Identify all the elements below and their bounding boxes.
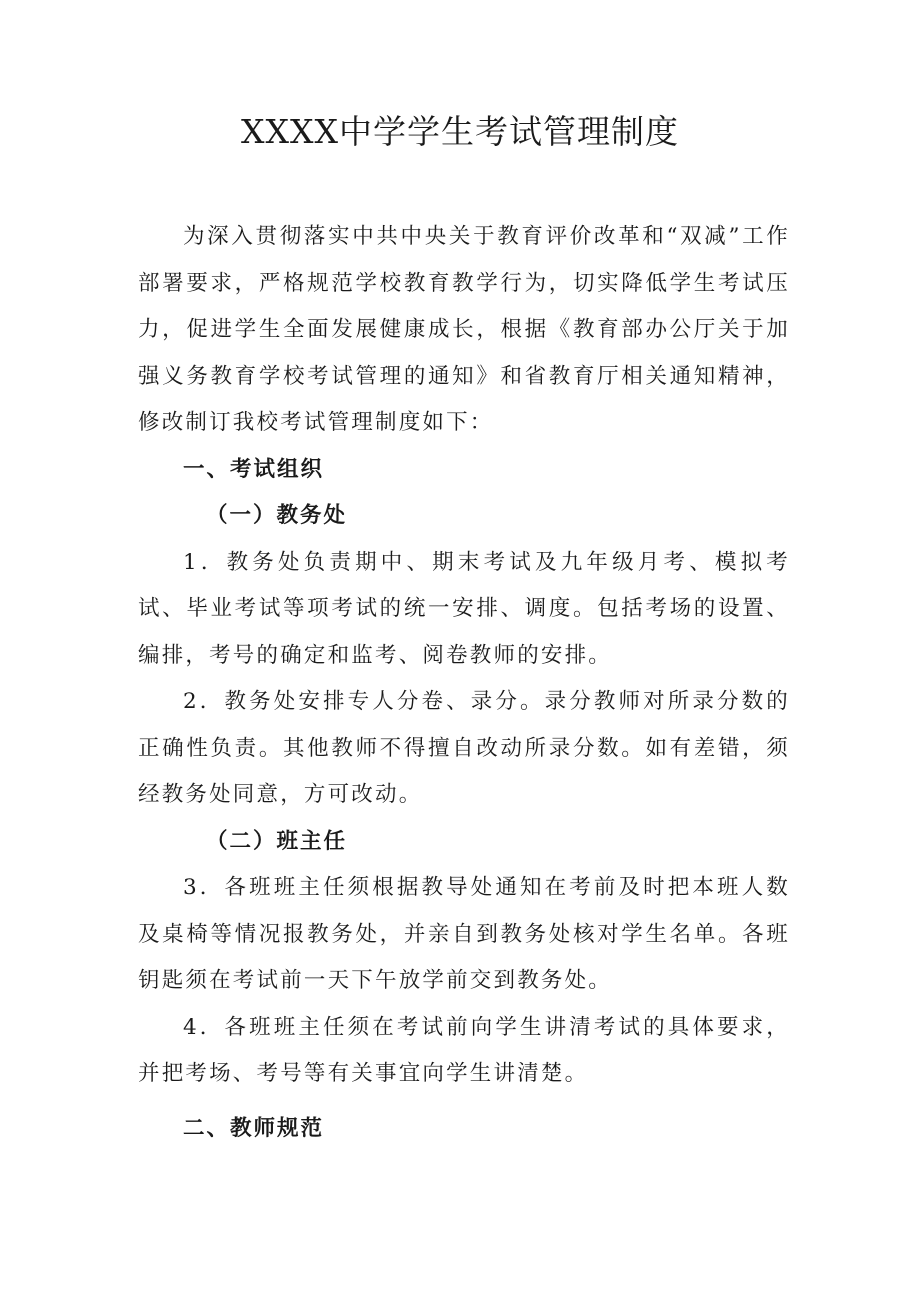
list-item: 2．教务处安排专人分卷、录分。录分教师对所录分数的正确性负责。其他教师不得擅自改动所录分数。如有差错，须经教务处同意，方可改动。 bbox=[138, 689, 790, 807]
list-item: 3．各班班主任须根据教导处通知在考前及时把本班人数及桌椅等情况报教务处，并亲自到教务处核对学生名单。各班钥匙须在考试前一天下午放学前交到教务处。 bbox=[138, 875, 790, 993]
document-title: XXXX中学学生考试管理制度 bbox=[241, 112, 679, 151]
list-item: 1．教务处负责期中、期末考试及九年级月考、模拟考试、毕业考试等项考试的统一安排、调度。包括考场的设置、编排，考号的确定和监考、阅卷教师的安排。 bbox=[138, 549, 790, 668]
section-gap bbox=[138, 1098, 790, 1106]
section-heading-teacher-norms: 二、教师规范 bbox=[183, 1115, 325, 1141]
intro-paragraph: 为深入贯彻落实中共中央关于教育评价改革和“双减”工作部署要求，严格规范学校教育教学行为，切实降低学生考试压力，促进学生全面发展健康成长，根据《教育部办公厅关于加强义务教育学校考试管理的通知》和省教育厅相关通知精神，修改制订我校考试管理制度如下： bbox=[138, 224, 790, 435]
subsection-heading-class-teacher: （二）班主任 bbox=[206, 828, 348, 854]
section-heading-exam-organization: 一、考试组织 bbox=[183, 456, 325, 482]
list-item: 4．各班班主任须在考试前向学生讲清考试的具体要求，并把考场、考号等有关事宜向学生讲清楚。 bbox=[138, 1014, 790, 1086]
document-body bbox=[138, 214, 790, 1152]
subsection-heading-academic-affairs: （一）教务处 bbox=[206, 503, 348, 528]
